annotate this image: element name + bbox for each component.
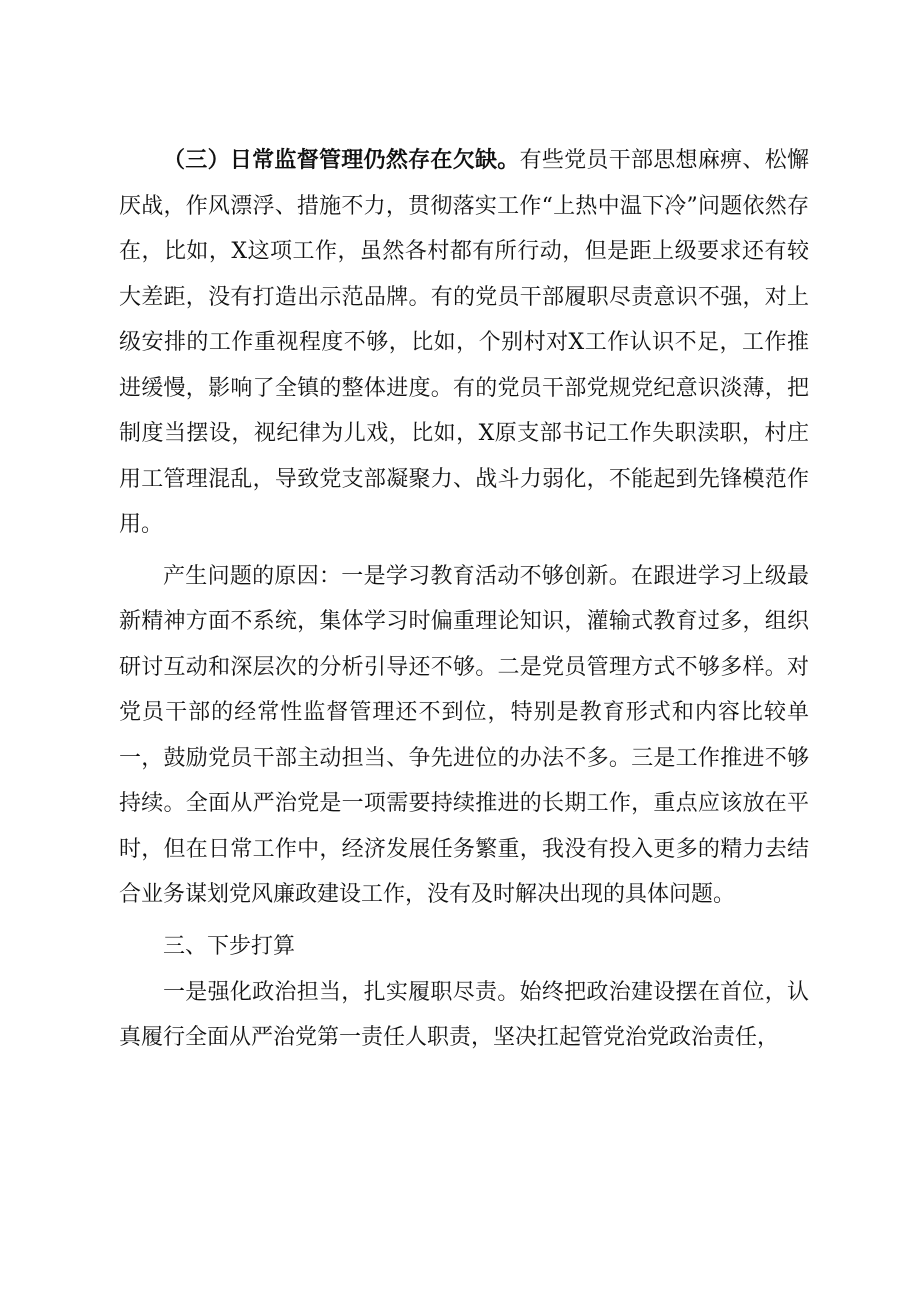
paragraph-body-text: 有些党员干部思想麻痹、松懈厌战，作风漂浮、措施不力，贯彻落实工作“上热中温下冷”问题依然存在，比如，X这项工作，虽然各村都有所行动，但是距上级要求还有较大差距，没有打造出示范品牌。有的党员干部履职尽责意识不强，对上级安排的工作重视程度不够，比如，个别村对X工作认识不足，工作推进缓慢，影响了全镇的整体进度。有的党员干部党规党纪意识淡薄，把制度当摆设，视纪律为儿戏，比如，X原支部书记工作失职渎职，村庄用工管理混乱，导致党支部凝聚力、战斗力弱化，不能起到先锋模范作用。 (119, 148, 809, 537)
section-heading-next-steps: 三、下步打算 (163, 933, 296, 959)
paragraph-lead-heading: （三）日常监督管理仍然存在欠缺。 (163, 148, 520, 173)
paragraph-supervision-deficiency (119, 138, 809, 548)
paragraph-problem-causes: 产生问题的原因：一是学习教育活动不够创新。在跟进学习上级最新精神方面不系统，集体学习时偏重理论知识，灌输式教育过多，组织研讨互动和深层次的分析引导还不够。二是党员管理方式不够多样。对党员干部的经常性监督管理还不到位，特别是教育形式和内容比较单一，鼓励党员干部主动担当、争先进位的办法不多。三是工作推进不够持续。全面从严治党是一项需要持续推进的长期工作，重点应该放在平时，但在日常工作中，经济发展任务繁重，我没有投入更多的精力去结合业务谋划党风廉政建设工作，没有及时解决出现的具体问题。 (119, 563, 809, 907)
paragraph-political-responsibility: 一是强化政治担当，扎实履职尽责。始终把政治建设摆在首位，认真履行全面从严治党第一责任人职责，坚决扛起管党治党政治责任， (119, 979, 809, 1050)
document-body (119, 138, 809, 1061)
